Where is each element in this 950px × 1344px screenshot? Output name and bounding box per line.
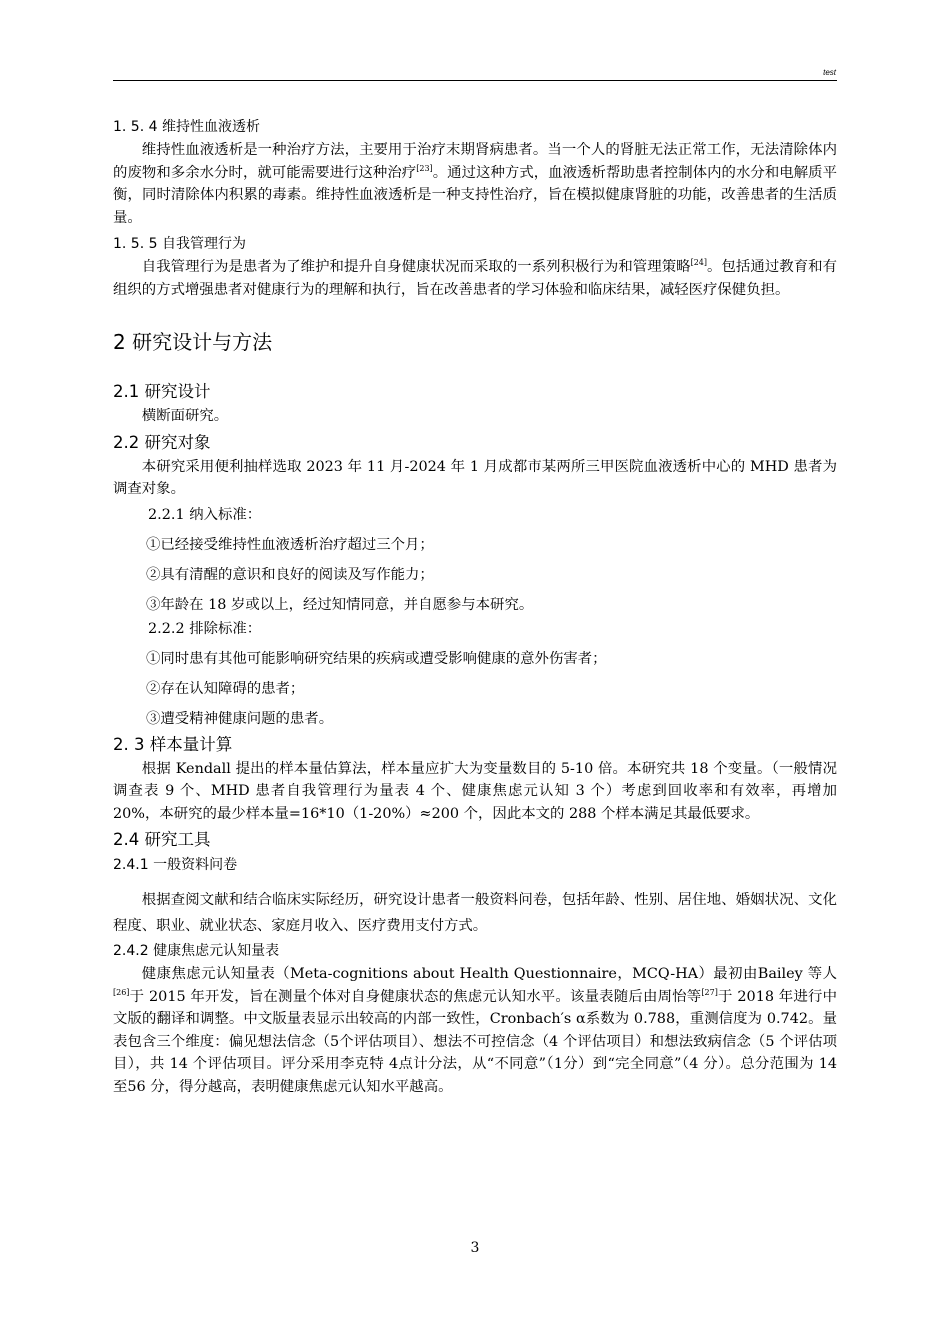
section-2-3-heading: 2. 3 样本量计算: [113, 734, 233, 754]
document-body: [113, 112, 837, 1098]
inclusion-item: ③年龄在 18 岁或以上，经过知情同意，并自愿参与本研究。: [146, 596, 534, 613]
section-2-1-text: 横断面研究。: [141, 408, 229, 424]
exclusion-item: ①同时患有其他可能影响研究结果的疾病或遭受影响健康的意外伤害者；: [146, 650, 607, 667]
section-1-5-4-paragraph: 维持性血液透析是一种治疗方法，主要用于治疗末期肾病患者。当一个人的肾脏无法正常工作，无法清除体内的废物和多余水分时，就可能需要进行这种治疗[23]。通过这种方式，血液透析帮助患者控制体内的水分和电解质平衡，同时清除体内积累的毒素。维持性血液透析是一种支持性治疗，旨在模拟健康肾脏的功能，改善患者的生活质量。: [113, 142, 837, 226]
citation-ref: [23]: [416, 163, 433, 173]
citation-ref: [26]: [113, 987, 130, 997]
section-1-5-5-paragraph: 自我管理行为是患者为了维护和提升自身健康状况而采取的一系列积极行为和管理策略[24]。包括通过教育和有组织的方式增强患者对健康行为的理解和执行，旨在改善患者的学习体验和临床结果，减轻医疗保健负担。: [113, 258, 837, 298]
citation-ref: [24]: [690, 258, 707, 268]
exclusion-criteria-heading: 2.2.2 排除标准：: [148, 620, 262, 637]
section-2-2-text: 本研究采用便利抽样选取 2023 年 11 月-2024 年 1 月成都市某两所三甲医院血液透析中心的 MHD 患者为调查对象。: [113, 458, 837, 497]
section-2-4-2-text: 健康焦虑元认知量表（Meta-cognitions about Health Questionnaire，MCQ-HA）最初由Bailey 等人[26]于 2015 年开发，旨在测量个体对自身健康状态的焦虑元认知水平。该量表随后由周怡等[27]于 2018 年进行中文版的翻译和调整。中文版量表显示出较高的内部一致性，Cronbach′s α系数为 0.788，重测信度为 0.742。量表包含三个维度：偏见想法信念（5个评估项目）、想法不可控信念（4 个评估项目）和想法致病信念（5 个评估项目），共 14 个评估项目。评分采用李克特 4点计分法，从“不同意”（1分）到“完全同意”（4 分）。总分范围为 14 至56 分，得分越高，表明健康焦虑元认知水平越高。: [113, 966, 837, 1095]
section-2-4-1-text: 根据查阅文献和结合临床实际经历，研究设计患者一般资料问卷，包括年龄、性别、居住地、婚姻状况、文化程度、职业、就业状态、家庭月收入、医疗费用支付方式。: [113, 892, 837, 934]
section-2-4-2-heading: 2.4.2 健康焦虑元认知量表: [113, 943, 280, 959]
section-1-5-4-heading: 1. 5. 4 维持性血液透析: [113, 119, 260, 135]
inclusion-criteria-heading: 2.2.1 纳入标准：: [148, 506, 262, 523]
section-2-1-heading: 2.1 研究设计: [113, 382, 211, 401]
citation-ref: [27]: [701, 987, 718, 997]
section-2-4-1-heading: 2.4.1 一般资料问卷: [113, 857, 238, 873]
section-2-2-heading: 2.2 研究对象: [113, 432, 211, 452]
inclusion-item: ①已经接受维持性血液透析治疗超过三个月；: [146, 536, 434, 553]
page-number: 3: [470, 1240, 480, 1256]
chapter-2-heading: 2 研究设计与方法: [113, 330, 273, 354]
exclusion-item: ②存在认知障碍的患者；: [146, 680, 305, 697]
section-1-5-5-heading: 1. 5. 5 自我管理行为: [113, 236, 246, 252]
header-label: test: [823, 68, 836, 77]
section-2-3-text: 根据 Kendall 提出的样本量估算法，样本量应扩大为变量数目的 5-10 倍。本研究共 18 个变量。（一般情况调查表 9 个、MHD 患者自我管理行为量表 4 个、健康焦虑元认知 3 个）考虑到回收率和有效率，再增加 20%，本研究的最少样本量=16*10（1-20%）≈200 个，因此本文的 288 个样本满足其最低要求。: [113, 760, 837, 822]
inclusion-item: ②具有清醒的意识和良好的阅读及写作能力；: [146, 566, 434, 583]
section-2-4-heading: 2.4 研究工具: [113, 830, 211, 849]
header-rule: [113, 80, 837, 81]
exclusion-item: ③遭受精神健康问题的患者。: [146, 710, 334, 727]
